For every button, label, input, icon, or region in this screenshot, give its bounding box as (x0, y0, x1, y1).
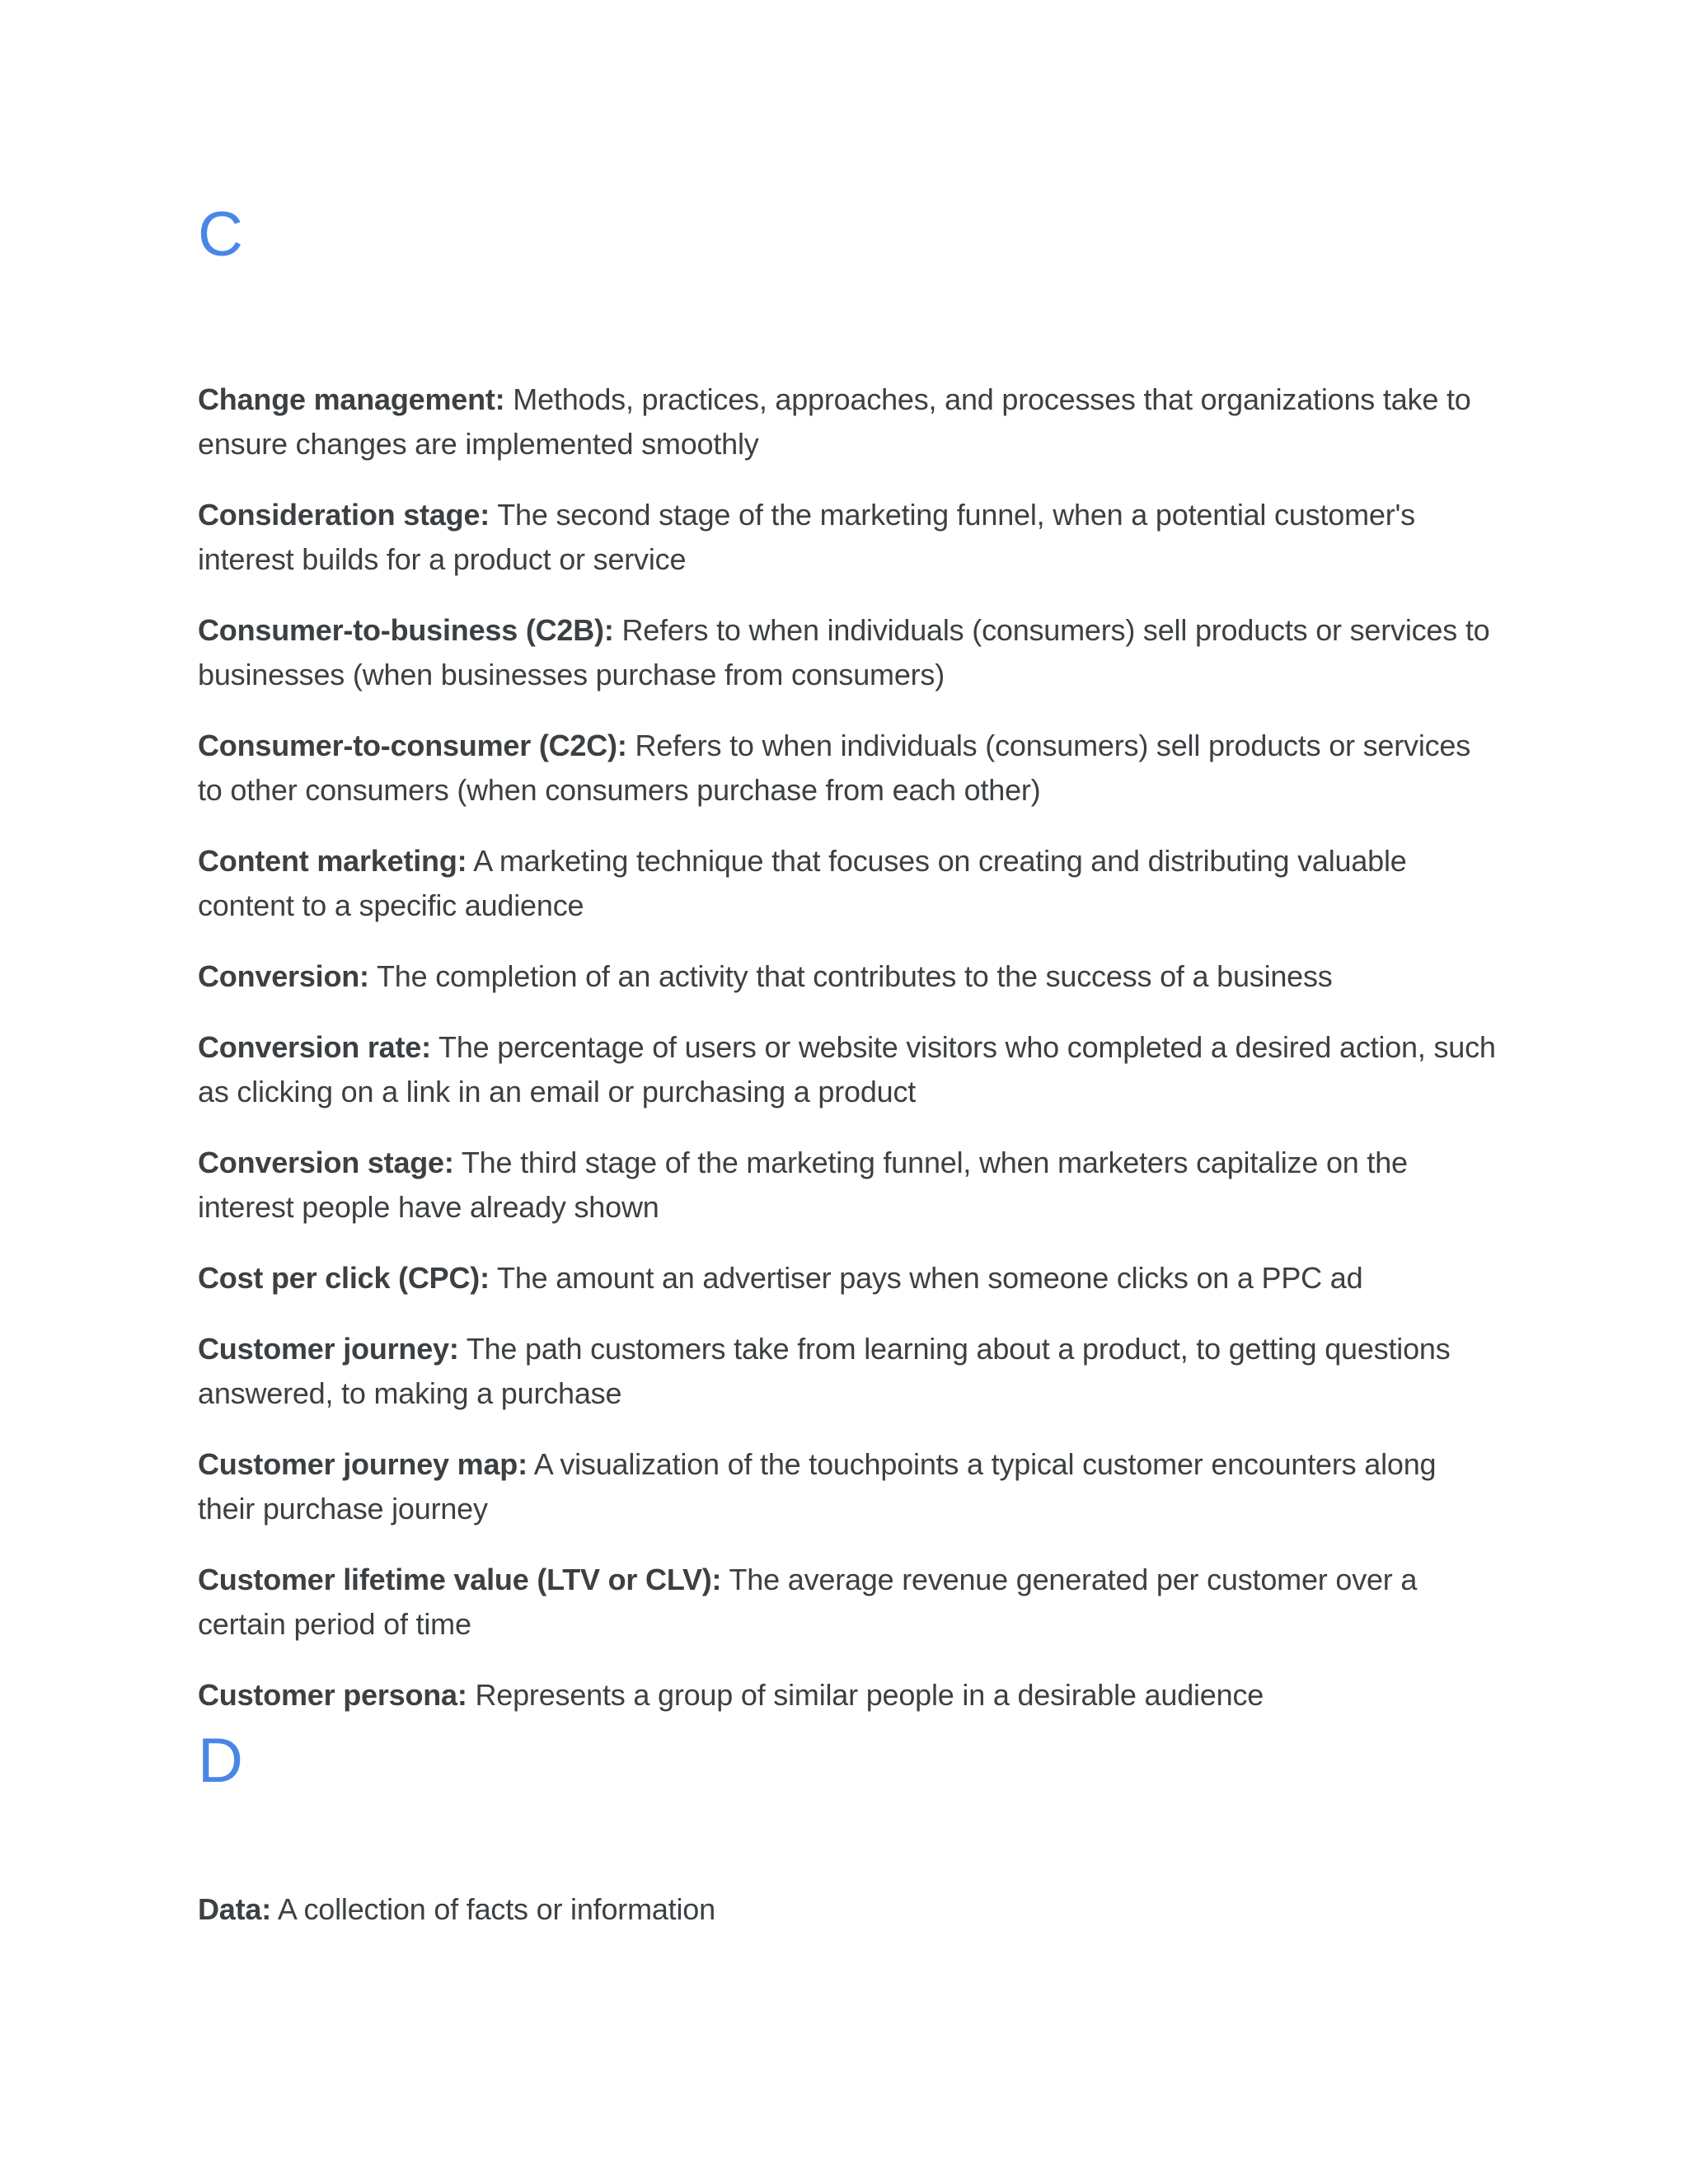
glossary-term: Data: (198, 1892, 272, 1926)
glossary-section-d (198, 1724, 1500, 1958)
glossary-entry (198, 1673, 1500, 1718)
glossary-definition: The amount an advertiser pays when someone clicks on a PPC ad (497, 1261, 1363, 1295)
glossary-term: Customer persona: (198, 1678, 467, 1712)
glossary-term: Consideration stage: (198, 498, 490, 532)
glossary-term: Conversion stage: (198, 1146, 454, 1179)
glossary-term: Consumer-to-consumer (C2C): (198, 729, 627, 762)
glossary-term: Customer journey map: (198, 1447, 528, 1481)
glossary-term: Content marketing: (198, 844, 467, 878)
glossary-definition: Refers to when individuals (consumers) sell products or services to businesses (when businesses purchase from consumers) (198, 613, 1490, 691)
glossary-definition: A collection of facts or information (277, 1892, 715, 1926)
glossary-definition: The average revenue generated per customer over a certain period of time (198, 1563, 1418, 1641)
glossary-term: Consumer-to-business (C2B): (198, 613, 614, 647)
glossary-term: Customer journey: (198, 1332, 459, 1366)
glossary-entry (198, 724, 1500, 813)
glossary-definition: The third stage of the marketing funnel, when marketers capitalize on the interest people have already shown (198, 1146, 1408, 1224)
glossary-term: Conversion rate: (198, 1030, 431, 1064)
glossary-definition: Represents a group of similar people in a desirable audience (475, 1678, 1264, 1712)
glossary-entry (198, 1442, 1500, 1531)
glossary-term: Cost per click (CPC): (198, 1261, 490, 1295)
glossary-term: Change management: (198, 382, 505, 416)
section-letter: D (198, 1726, 243, 1796)
glossary-entry (198, 1141, 1500, 1230)
glossary-term: Customer lifetime value (LTV or CLV): (198, 1563, 722, 1596)
section-letter: C (198, 199, 243, 269)
glossary-entry (198, 954, 1500, 999)
glossary-definition: Methods, practices, approaches, and processes that organizations take to ensure changes are implemented smoothly (198, 382, 1471, 461)
glossary-entry (198, 377, 1500, 466)
glossary-entry (198, 1025, 1500, 1114)
glossary-definition: A visualization of the touchpoints a typical customer encounters along their purchase journey (198, 1447, 1437, 1526)
glossary-entry (198, 1558, 1500, 1647)
glossary-definition: A marketing technique that focuses on creating and distributing valuable content to a specific audience (198, 844, 1407, 922)
glossary-entry (198, 1887, 1500, 1932)
glossary-section-c (198, 198, 1500, 1744)
glossary-definition: The path customers take from learning about a product, to getting questions answered, to making a purchase (198, 1332, 1451, 1410)
glossary-entry (198, 493, 1500, 582)
glossary-entry-list (198, 377, 1500, 1718)
glossary-entry (198, 608, 1500, 697)
glossary-entry (198, 1327, 1500, 1416)
glossary-entry (198, 839, 1500, 928)
glossary-definition: The completion of an activity that contributes to the success of a business (376, 959, 1333, 993)
glossary-definition: Refers to when individuals (consumers) sell products or services to other consumers (when consumers purchase from each other) (198, 729, 1471, 807)
glossary-term: Conversion: (198, 959, 369, 993)
glossary-definition: The second stage of the marketing funnel, when a potential customer's interest builds for a product or service (198, 498, 1415, 576)
glossary-entry (198, 1256, 1500, 1301)
glossary-entry-list (198, 1887, 1500, 1932)
glossary-definition: The percentage of users or website visitors who completed a desired action, such as clicking on a link in an email or purchasing a product (198, 1030, 1496, 1108)
